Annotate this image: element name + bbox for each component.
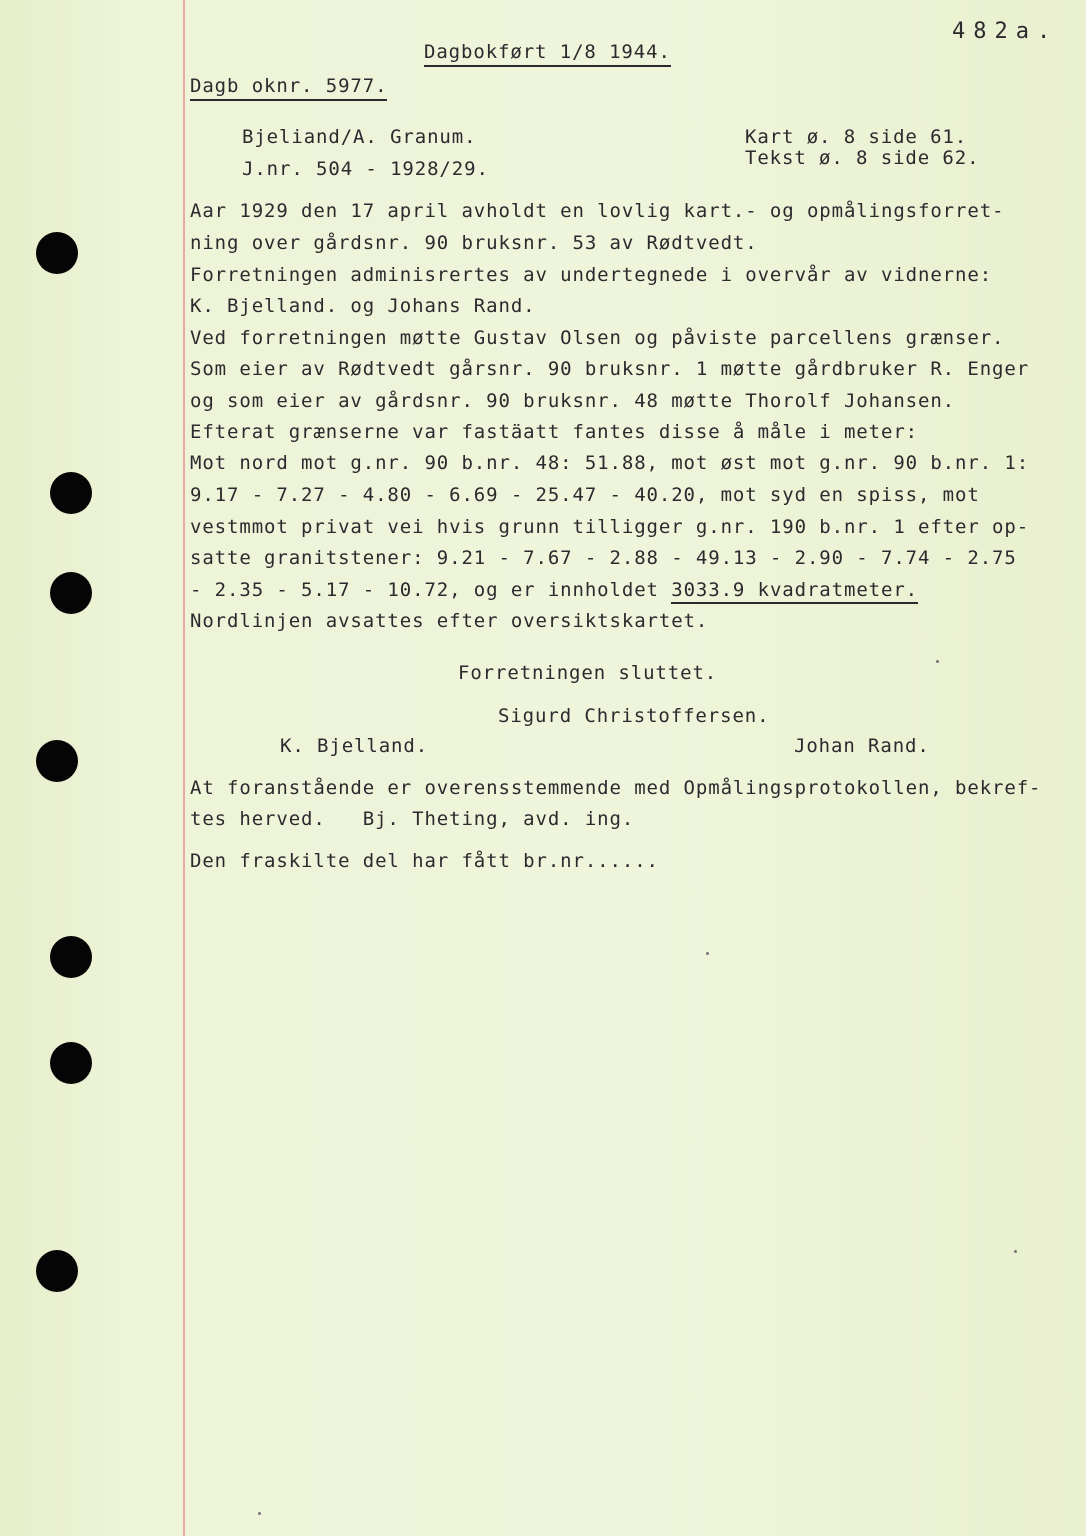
certification-line: At foranstående er overensstemmende med Opmålingsprotokollen, bekref- xyxy=(190,777,1042,799)
certification-line: tes herved. Bj. Theting, avd. ing. xyxy=(190,808,635,830)
signature-witness-right: Johan Rand. xyxy=(794,735,930,757)
paper-speck xyxy=(1014,1250,1017,1253)
punch-hole xyxy=(50,572,92,614)
dagbokfort-stamp: Dagbokført 1/8 1944. xyxy=(424,40,671,67)
body-line: ning over gårdsnr. 90 bruksnr. 53 av Rødtvedt. xyxy=(190,232,758,254)
paper-speck xyxy=(936,660,939,663)
body-line: Ved forretningen møtte Gustav Olsen og påviste parcellens grænser. xyxy=(190,327,1005,349)
body-line: Forretningen adminisrertes av undertegnede i overvår av vidnerne: xyxy=(190,264,993,286)
punch-hole xyxy=(36,232,78,274)
body-line: Mot nord mot g.nr. 90 b.nr. 48: 51.88, mot øst mot g.nr. 90 b.nr. 1: xyxy=(190,452,1030,474)
body-line xyxy=(190,578,918,602)
punch-hole xyxy=(50,1042,92,1084)
body-line: vestmmot privat vei hvis grunn tilligger g.nr. 190 b.nr. 1 efter op- xyxy=(190,516,1030,538)
brnr-line: Den fraskilte del har fått br.nr...... xyxy=(190,850,659,872)
case-names: Bjeliand/A. Granum. xyxy=(242,126,477,148)
signature-main: Sigurd Christoffersen. xyxy=(498,705,770,727)
paper-speck xyxy=(258,1512,261,1515)
punch-hole xyxy=(50,472,92,514)
punch-hole xyxy=(36,1250,78,1292)
closing-statement: Forretningen sluttet. xyxy=(458,662,718,684)
body-line: K. Bjelland. og Johans Rand. xyxy=(190,295,536,317)
signature-witness-left: K. Bjelland. xyxy=(280,735,429,757)
body-line: og som eier av gårdsnr. 90 bruksnr. 48 møtte Thorolf Johansen. xyxy=(190,390,956,412)
punch-hole xyxy=(50,936,92,978)
body-line: Som eier av Rødtvedt gårsnr. 90 bruksnr. 1 møtte gårdbruker R. Enger xyxy=(190,358,1030,380)
body-line: satte granitstener: 9.21 - 7.67 - 2.88 - 49.13 - 2.90 - 7.74 - 2.75 xyxy=(190,547,1017,569)
body-line: Nordlinjen avsattes efter oversiktskartet. xyxy=(190,610,709,632)
body-line-text: - 2.35 - 5.17 - 10.72, og er innholdet xyxy=(190,579,672,601)
page-number: 482a. xyxy=(952,19,1059,44)
journal-number: J.nr. 504 - 1928/29. xyxy=(242,158,489,180)
paper-speck xyxy=(706,952,709,955)
body-line: Efterat grænserne var fastäatt fantes disse å måle i meter: xyxy=(190,421,918,443)
area-total: 3033.9 kvadratmeter. xyxy=(671,579,918,604)
dagbok-number: Dagb oknr. 5977. xyxy=(190,74,387,101)
punch-hole xyxy=(36,740,78,782)
body-line: 9.17 - 7.27 - 4.80 - 6.69 - 25.47 - 40.20, mot syd en spiss, mot xyxy=(190,484,980,506)
map-reference: Kart ø. 8 side 61. xyxy=(745,126,968,148)
margin-line xyxy=(183,0,185,1536)
body-line: Aar 1929 den 17 april avholdt en lovlig kart.- og opmålingsforret- xyxy=(190,200,1005,222)
text-reference: Tekst ø. 8 side 62. xyxy=(745,147,980,169)
